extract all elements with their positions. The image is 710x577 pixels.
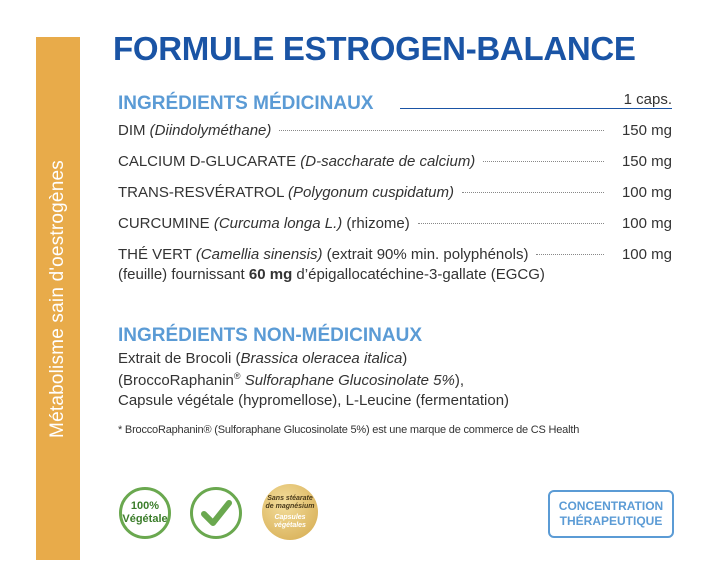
vegetal-badge-percent: 100% bbox=[130, 500, 160, 512]
checkmark-icon bbox=[193, 490, 239, 536]
non-med-text: ) bbox=[402, 350, 408, 367]
ingredient-name-group bbox=[118, 122, 271, 139]
ingredient-row bbox=[118, 122, 672, 142]
ingredient-name: TRANS-RESVÉRATROL bbox=[118, 184, 289, 201]
non-med-text: ), bbox=[454, 372, 465, 389]
egcg-amount: 60 mg bbox=[248, 266, 293, 283]
medicinal-heading: INGRÉDIENTS MÉDICINAUX bbox=[118, 93, 374, 114]
sidebar-band bbox=[36, 37, 80, 560]
ingredient-row bbox=[118, 215, 672, 235]
non-med-text: (BroccoRaphanin bbox=[118, 372, 234, 389]
concentration-line-2: THÉRAPEUTIQUE bbox=[559, 514, 663, 528]
non-medicinal-heading: INGRÉDIENTS NON-MÉDICINAUX bbox=[118, 325, 423, 346]
dot-leader bbox=[462, 192, 604, 193]
vegetal-badge-icon bbox=[119, 487, 171, 539]
therapeutic-concentration-badge bbox=[548, 490, 674, 538]
ingredient-name-group bbox=[118, 215, 410, 232]
ingredient-latin: (Polygonum cuspidatum) bbox=[288, 184, 454, 201]
ingredient-latin: (Curcuma longa L.) bbox=[213, 215, 343, 232]
non-med-latin: Brassica oleracea italica bbox=[240, 350, 403, 367]
green-tea-detail-b: d’épigallocatéchine-3-gallate (EGCG) bbox=[292, 266, 545, 283]
heading-divider bbox=[400, 108, 672, 109]
trademark-footnote: * BroccoRaphanin® (Sulforaphane Glucosinolate 5%) est une marque de commerce de CS Health bbox=[118, 424, 580, 436]
non-medicinal-line-2 bbox=[118, 371, 464, 389]
ingredient-suffix: (rhizome) bbox=[342, 215, 410, 232]
sidebar-label: Métabolisme sain d'oestrogènes bbox=[47, 159, 68, 438]
non-med-text: Extrait de Brocoli ( bbox=[118, 350, 241, 367]
ingredient-amount: 100 mg bbox=[621, 246, 672, 263]
mg-badge-line: de magnésium bbox=[265, 502, 315, 510]
ingredient-suffix: (extrait 90% min. polyphénols) bbox=[322, 246, 529, 263]
dot-leader bbox=[279, 130, 604, 131]
registered-mark: ® bbox=[233, 371, 241, 381]
non-medicinal-line-1 bbox=[118, 350, 407, 367]
page-title: FORMULE ESTROGEN-BALANCE bbox=[113, 30, 636, 67]
no-magnesium-stearate-icon bbox=[262, 484, 318, 540]
ingredient-row bbox=[118, 246, 672, 266]
dot-leader bbox=[536, 254, 604, 255]
ingredient-row bbox=[118, 153, 672, 173]
quality-check-icon bbox=[190, 487, 242, 539]
ingredient-name: DIM bbox=[118, 122, 150, 139]
per-capsule-label: 1 caps. bbox=[623, 91, 672, 108]
concentration-line-1: CONCENTRATION bbox=[558, 499, 664, 513]
mg-badge-line: Sans stéarate bbox=[267, 494, 313, 502]
green-tea-detail-a: (feuille) fournissant bbox=[118, 266, 249, 283]
ingredient-amount: 150 mg bbox=[621, 153, 672, 170]
ingredient-latin: (Camellia sinensis) bbox=[195, 246, 323, 263]
ingredient-amount: 100 mg bbox=[621, 184, 672, 201]
mg-badge-line: Capsules bbox=[274, 513, 306, 521]
ingredient-name-group bbox=[118, 246, 528, 263]
ingredient-name: THÉ VERT bbox=[118, 246, 196, 263]
vegetal-badge-label: Végétale bbox=[122, 513, 168, 525]
ingredient-name-group bbox=[118, 153, 475, 170]
mg-badge-line: végétales bbox=[274, 521, 306, 529]
dot-leader bbox=[418, 223, 604, 224]
ingredient-name: CURCUMINE bbox=[118, 215, 214, 232]
ingredient-amount: 100 mg bbox=[621, 215, 672, 232]
ingredient-latin: (D-saccharate de calcium) bbox=[300, 153, 476, 170]
dot-leader bbox=[483, 161, 604, 162]
ingredient-amount: 150 mg bbox=[621, 122, 672, 139]
non-med-latin: Sulforaphane Glucosinolate 5% bbox=[240, 372, 455, 389]
ingredient-name: CALCIUM D-GLUCARATE bbox=[118, 153, 301, 170]
non-medicinal-line-3: Capsule végétale (hypromellose), L-Leucine (fermentation) bbox=[118, 392, 510, 409]
ingredient-latin: (Diindolyméthane) bbox=[149, 122, 272, 139]
ingredient-row bbox=[118, 184, 672, 204]
green-tea-detail bbox=[118, 266, 545, 283]
ingredient-name-group bbox=[118, 184, 454, 201]
